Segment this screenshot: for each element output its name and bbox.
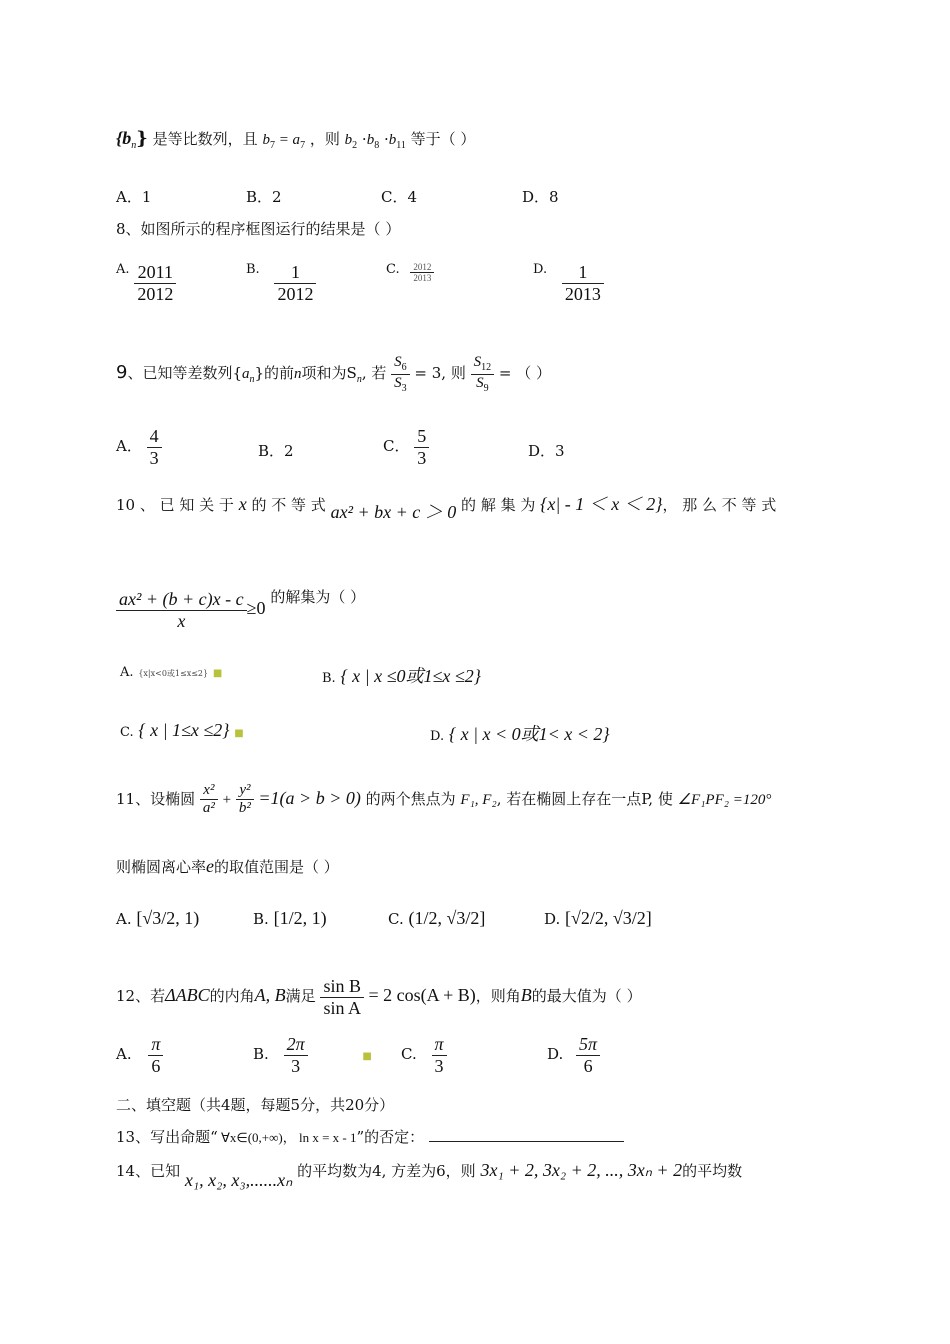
q7-option-c[interactable]: C．4 — [381, 188, 418, 206]
q9-f1-den-sub: 3 — [401, 382, 407, 394]
q11-fy — [236, 782, 254, 818]
q10-option-c[interactable] — [120, 720, 244, 741]
q10-option-a[interactable] — [120, 662, 222, 680]
q13-proposition: ∀x∈(0,+∞)， ln x = x - 1 — [217, 1130, 357, 1145]
q12-f-num: sin B — [320, 976, 364, 998]
q9-c-num: 5 — [414, 426, 429, 448]
q12-c-den: 3 — [434, 1055, 444, 1076]
q8-b-num: 1 — [274, 262, 316, 284]
q9-option-d[interactable]: D．3 — [528, 442, 565, 460]
q11-d-text: [√2/2, √3/2] — [565, 908, 652, 928]
seq-b: {b — [116, 128, 132, 148]
q10-b-letter: B. — [322, 671, 336, 686]
q13-answer-blank[interactable] — [429, 1127, 624, 1142]
q12-b-den: 3 — [291, 1055, 301, 1076]
q9-n: n — [294, 366, 302, 382]
q7-prod-b2: b — [366, 132, 375, 148]
q10-frac-den: x — [177, 610, 186, 631]
q8-option-b[interactable] — [246, 262, 316, 304]
q9-a-num: 4 — [147, 426, 162, 448]
q10-inequality: ax² + bx + c ＞ 0 — [330, 502, 457, 522]
q11-b-text: [1/2, 1) — [273, 908, 327, 928]
artifact-dot: ■ — [362, 1051, 372, 1063]
q8-a-num: 2011 — [134, 262, 176, 284]
q10-stem4: ， 那 么 不 等 式 — [662, 496, 777, 514]
q10-frac-num: ax² + (b + c)x - c — [116, 589, 247, 611]
q8-c-num: 2012 — [410, 262, 434, 273]
q11-d-letter: D. — [544, 910, 561, 928]
q12-stem1: 12、若 — [116, 987, 166, 1006]
q9-stem — [116, 354, 551, 394]
q10-stem5: 的解集为（ ） — [270, 588, 366, 606]
q7-p1: 2 — [352, 140, 358, 151]
q9-eq: = 3, 则 — [409, 364, 466, 382]
q8-c-den: 2013 — [413, 273, 432, 284]
q12-b-letter: B. — [253, 1045, 269, 1064]
q10-b-text: { x | x ≤0或1≤x ≤2} — [340, 666, 481, 686]
q7-prod-b1: b — [344, 132, 353, 148]
q8-d-den: 2013 — [564, 283, 601, 304]
q8-stem: 8、如图所示的程序框图运行的结果是（ ） — [116, 220, 401, 238]
q9-fraction2 — [471, 354, 495, 394]
seq-sub: n — [131, 140, 137, 151]
q12-d-num: 5π — [576, 1034, 600, 1056]
q10-a-letter: A. — [120, 665, 134, 680]
q7-cond-b-sub: 7 — [269, 140, 275, 151]
q11-eq: =1(a > b > 0) — [253, 787, 361, 808]
q11-c-text: (1/2, √3/2] — [408, 908, 486, 928]
q11-stem — [116, 782, 771, 818]
q11-line2 — [116, 856, 339, 877]
q10-x: x — [238, 494, 247, 514]
q7-cond-a-sub: 7 — [300, 140, 306, 151]
q11-option-d[interactable] — [544, 908, 652, 929]
q11-angle: ∠F₁PF₂ =120° — [677, 791, 772, 808]
q8-d-num: 1 — [562, 262, 604, 284]
q11-b-letter: B. — [253, 910, 269, 928]
q7-prod-b3: b — [388, 132, 397, 148]
q7-option-b[interactable]: B．2 — [246, 188, 282, 206]
q9-stem2: }的前 — [254, 364, 295, 382]
q14-expression: 3x₁ + 2, 3x₂ + 2, ..., 3xₙ + 2 — [480, 1160, 683, 1180]
q12-a-num: π — [148, 1034, 163, 1056]
q8-option-d[interactable] — [533, 262, 604, 304]
q11-stem3: , 若在椭圆上存在一点P, 使 — [496, 789, 673, 808]
q8-a-letter: A. — [116, 262, 130, 277]
q13-stem1: 13、写出命题“ — [116, 1128, 218, 1146]
q10-stem2: 的 不 等 式 — [251, 496, 326, 514]
q8-d-letter: D. — [533, 262, 548, 277]
q8-b-fraction — [274, 262, 316, 304]
q11-line2a: 则椭圆离心率 — [116, 858, 207, 876]
q12-ab: A, B — [254, 985, 286, 1006]
q11-a-letter: A. — [116, 910, 132, 928]
q12-stem2: 的内角 — [209, 987, 255, 1006]
q12-c-fraction — [432, 1034, 447, 1076]
q12-stem3: 满足 — [285, 987, 316, 1006]
q11-e: e — [206, 856, 215, 876]
q9-a-den: 3 — [149, 447, 159, 468]
q9-a-letter: A． — [116, 437, 142, 456]
q12-stem5: 的最大值为（ ） — [531, 987, 642, 1006]
q8-c-fraction — [410, 262, 434, 284]
q7-stem: $\{b_n\}$ 是等比数列，且 $b_7 = a_7$ ，则 $b_2 \cdot b_8 \cdot b_{11}$ 等于（ ） — [116, 128, 476, 151]
q9-an-sub: n — [249, 374, 255, 385]
q14-stem1: 14、已知 — [116, 1162, 181, 1180]
q9-f2-num-sub: 12 — [481, 362, 492, 373]
q13-stem — [116, 1126, 624, 1147]
q7-p3: 11 — [396, 140, 406, 151]
q12-stem4: ，则角 — [475, 987, 521, 1006]
q12-d-den: 6 — [583, 1055, 593, 1076]
q10-d-text: { x | x < 0或1< x < 2} — [448, 724, 610, 744]
q12-option-a[interactable] — [116, 1034, 163, 1076]
artifact-dot: ■ — [234, 728, 244, 739]
q8-a-den: 2012 — [137, 283, 174, 304]
q12-a-letter: A. — [116, 1045, 132, 1064]
q11-option-c[interactable] — [388, 908, 485, 929]
q8-a-fraction — [134, 262, 176, 304]
q10-stem1: 10 、 已 知 关 于 — [116, 496, 234, 514]
q12-stem — [116, 976, 642, 1018]
q12-triangle: ΔABC — [165, 985, 210, 1006]
q7-option-a[interactable]: A．1 — [116, 188, 152, 206]
q12-c-letter: C. — [401, 1045, 417, 1064]
q10-d-letter: D. — [430, 729, 445, 744]
q12-c-num: π — [432, 1034, 447, 1056]
q7-text2: ，则 — [309, 130, 340, 148]
q12-b-fraction — [284, 1034, 308, 1076]
artifact-dot: ■ — [212, 668, 223, 679]
q12-fraction — [320, 976, 364, 1018]
q12-a-den: 6 — [151, 1055, 161, 1076]
q9-a-fraction — [147, 426, 162, 468]
q11-a-text: [√3/2, 1) — [136, 908, 200, 928]
q9-c-fraction — [414, 426, 429, 468]
q10-option-d[interactable] — [430, 720, 610, 746]
seq-close: } — [136, 128, 148, 149]
q9-f2-den: S — [476, 374, 484, 391]
section-heading-fill-in: 二、填空题（共4题，每题5分，共20分） — [116, 1096, 395, 1114]
q8-option-a[interactable] — [116, 262, 176, 304]
q9-c-letter: C． — [383, 437, 410, 456]
q9-f1-num: S — [394, 354, 402, 370]
q12-a-fraction — [148, 1034, 163, 1076]
q9-stem4: , 若 — [361, 364, 387, 382]
q7-cond-b: b — [262, 132, 270, 148]
q10-c-letter: C. — [120, 725, 134, 740]
q11-fy-num: y² — [236, 782, 254, 800]
q11-stem1: 11、设椭圆 — [116, 789, 196, 808]
q12-option-c[interactable] — [401, 1034, 447, 1076]
q9-option-b[interactable]: B．2 — [258, 442, 294, 460]
q7-cond-eq: = a — [274, 132, 301, 148]
q9-tail: = （ ） — [494, 364, 551, 382]
q10-geq: ≥0 — [246, 598, 266, 618]
q12-b-num: 2π — [284, 1034, 308, 1056]
q8-b-den: 2012 — [277, 283, 314, 304]
q9-option-c[interactable] — [383, 426, 429, 468]
q13-stem2: ”的否定： — [356, 1128, 425, 1146]
q10-stem — [116, 490, 777, 522]
q11-fx-den: a² — [202, 800, 215, 817]
q9-f2-num: S — [473, 354, 482, 370]
q7-text1: 是等比数列，且 — [152, 130, 258, 148]
q12-option-d[interactable] — [547, 1034, 600, 1076]
q9-an: a — [242, 366, 250, 382]
q11-fx — [200, 782, 218, 818]
q8-b-letter: B. — [246, 262, 260, 277]
q9-option-a[interactable] — [116, 426, 162, 468]
q8-d-fraction — [562, 262, 604, 304]
q9-fraction1 — [391, 354, 410, 394]
q11-stem2: 的两个焦点为 — [365, 789, 456, 808]
q10-option-b[interactable] — [322, 662, 481, 688]
q11-plus: + — [222, 791, 232, 808]
q12-option-b[interactable] — [253, 1034, 372, 1076]
q9-f2-den-sub: 9 — [483, 382, 489, 394]
q14-stem2: 的平均数为4, 方差为6，则 — [297, 1162, 476, 1180]
q14-stem — [116, 1160, 743, 1190]
q12-rhs: = 2 cos(A + B) — [363, 985, 476, 1006]
q14-stem3: 的平均数 — [682, 1162, 743, 1180]
q10-stem3: 的 解 集 为 — [461, 496, 536, 514]
q7-p2: 8 — [374, 140, 380, 151]
q9-sn-sub: n — [356, 374, 362, 385]
q9-f1-num-sub: 6 — [401, 362, 407, 373]
q9-stem3: 项和为S — [301, 364, 357, 382]
q9-f1-den: S — [394, 374, 402, 391]
q11-option-b[interactable] — [253, 908, 327, 929]
q7-option-d[interactable]: D．8 — [522, 188, 559, 206]
q11-c-letter: C. — [388, 910, 404, 928]
q7-text3: 等于（ ） — [410, 130, 476, 148]
q11-foci: F₁, F₂ — [460, 791, 497, 808]
q9-c-den: 3 — [417, 447, 427, 468]
q11-option-a[interactable] — [116, 908, 199, 929]
q12-f-den: sin A — [323, 997, 361, 1018]
q14-vars: x₁, x₂, x₃,......xₙ — [184, 1170, 293, 1190]
q8-c-letter: C. — [386, 262, 400, 277]
q10-fraction — [116, 589, 247, 631]
q11-line2b: 的取值范围是（ ） — [214, 858, 339, 876]
q8-option-c[interactable] — [386, 262, 434, 284]
q11-fx-num: x² — [200, 782, 218, 800]
q10-a-text: {x|x<0或1≤x≤2} — [138, 669, 209, 678]
q11-fy-den: b² — [238, 800, 251, 817]
q10-c-text: { x | 1≤x ≤2} — [138, 720, 230, 740]
q10-solution-set: {x| - 1 ＜ x ＜ 2} — [540, 494, 663, 514]
q9-number: 9 — [116, 362, 128, 383]
q10-line2 — [116, 586, 365, 631]
q12-d-letter: D. — [547, 1045, 564, 1064]
q12-b: B — [520, 985, 532, 1006]
q12-d-fraction — [576, 1034, 600, 1076]
q9-stem1: 、已知等差数列{ — [127, 364, 242, 382]
